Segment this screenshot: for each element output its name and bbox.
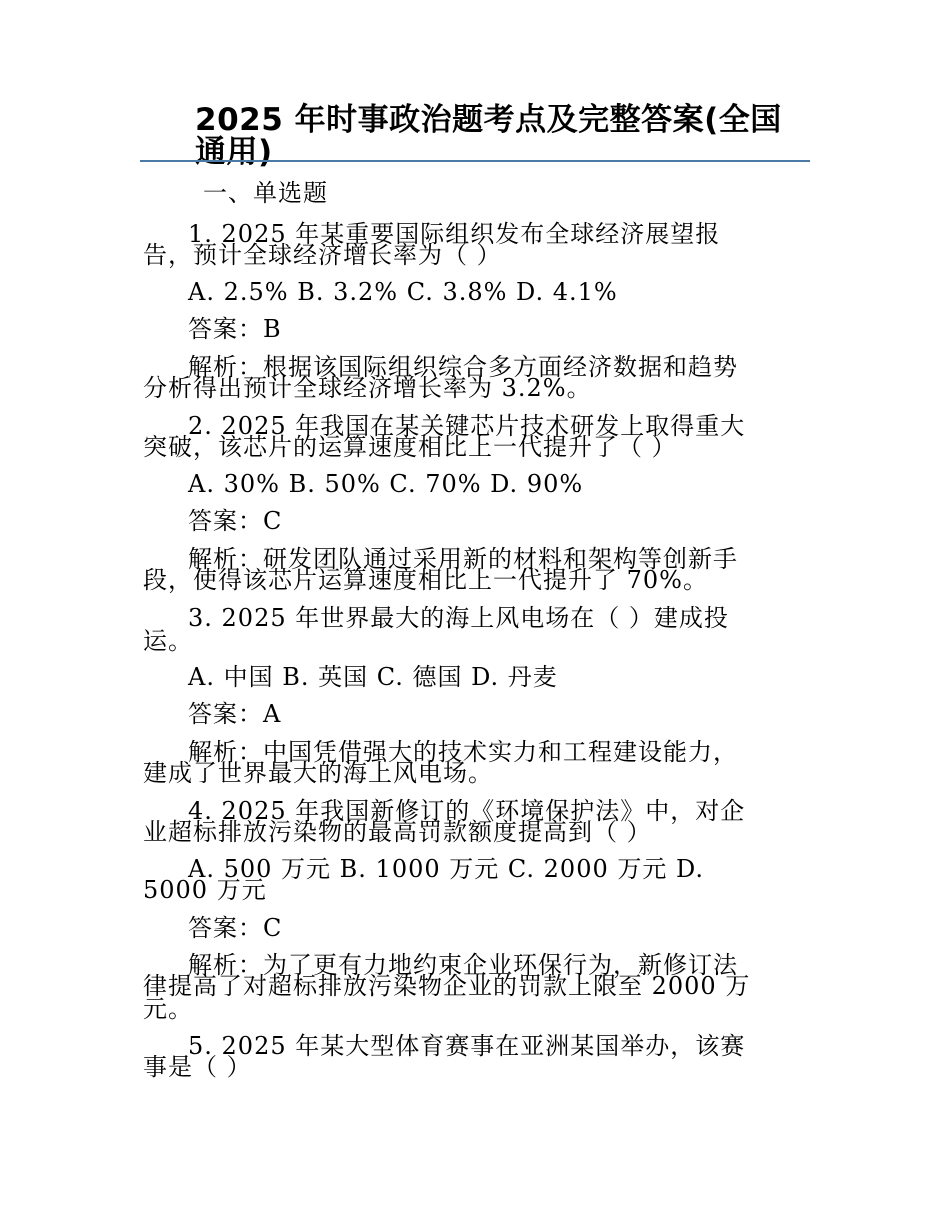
question-4-options-line-1: A. 500 万元 B. 1000 万元 C. 2000 万元 D.: [188, 855, 705, 883]
question-3-line-1: 3. 2025 年世界最大的海上风电场在（ ）建成投: [188, 604, 729, 632]
question-4-answer: 答案：C: [188, 914, 283, 942]
question-4-line-2: 业超标排放污染物的最高罚款额度提高到（ ）: [143, 818, 652, 846]
question-1-analysis-line-2: 分析得出预计全球经济增长率为 3.2%。: [143, 374, 592, 402]
question-4-options-line-2: 5000 万元: [143, 876, 267, 904]
question-2-line-1: 2. 2025 年我国在某关键芯片技术研发上取得重大: [188, 412, 746, 440]
question-4-analysis-line-1: 解析：为了更有力地约束企业环保行为，新修订法: [188, 951, 738, 979]
question-5-line-1: 5. 2025 年某大型体育赛事在亚洲某国举办，该赛: [188, 1032, 746, 1060]
question-2-analysis-line-2: 段，使得该芯片运算速度相比上一代提升了 70%。: [143, 566, 708, 594]
question-3-analysis-line-1: 解析：中国凭借强大的技术实力和工程建设能力，: [188, 738, 738, 766]
question-1-line-2: 告，预计全球经济增长率为（ ）: [143, 241, 502, 269]
question-4-line-1: 4. 2025 年我国新修订的《环境保护法》中，对企: [188, 797, 746, 825]
question-2-answer: 答案：C: [188, 507, 283, 535]
question-4-analysis-line-3: 元。: [143, 995, 193, 1023]
question-2-analysis-line-1: 解析：研发团队通过采用新的材料和架构等创新手: [188, 545, 738, 573]
question-3-options: A. 中国 B. 英国 C. 德国 D. 丹麦: [188, 663, 558, 691]
question-1-answer: 答案：B: [188, 315, 282, 343]
question-5-line-2: 事是（ ）: [143, 1053, 252, 1081]
question-2-line-2: 突破，该芯片的运算速度相比上一代提升了（ ）: [143, 433, 677, 461]
question-3-line-2: 运。: [143, 627, 193, 655]
question-3-analysis-line-2: 建成了世界最大的海上风电场。: [143, 759, 493, 787]
question-3-answer: 答案：A: [188, 700, 282, 728]
title-divider: [140, 160, 810, 162]
question-4-analysis-line-2: 律提高了对超标排放污染物企业的罚款上限至 2000 万: [143, 972, 751, 1000]
question-2-options: A. 30% B. 50% C. 70% D. 90%: [188, 470, 584, 498]
question-1-analysis-line-1: 解析：根据该国际组织综合多方面经济数据和趋势: [188, 353, 738, 381]
question-1-line-1: 1. 2025 年某重要国际组织发布全球经济展望报: [188, 220, 721, 248]
document-title: 2025 年时事政治题考点及完整答案(全国通用): [195, 102, 782, 170]
section-heading: 一、单选题: [203, 179, 328, 207]
question-1-options: A. 2.5% B. 3.2% C. 3.8% D. 4.1%: [188, 278, 618, 306]
